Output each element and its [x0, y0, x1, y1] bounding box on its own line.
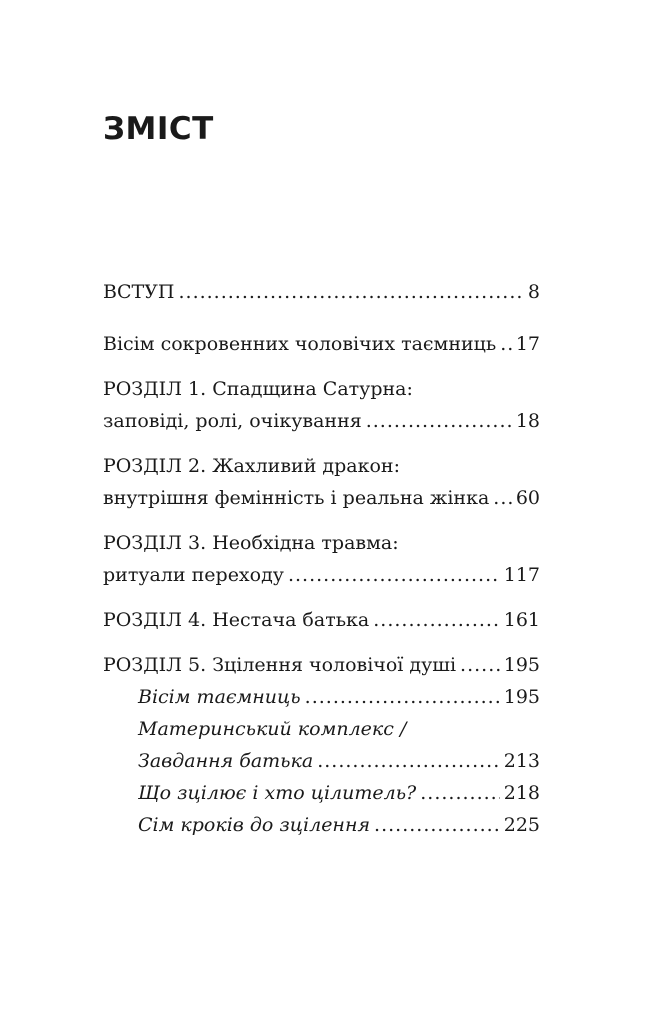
dot-leader — [373, 604, 499, 636]
toc-page-number: 225 — [503, 814, 540, 836]
toc-entry-chapter-1[interactable] — [103, 373, 540, 437]
toc-subentry-healer[interactable] — [103, 777, 540, 809]
page-title: ЗМІСТ — [103, 111, 214, 147]
toc-subentry-seven-steps[interactable] — [103, 809, 540, 841]
dot-leader — [178, 276, 523, 308]
toc-entry-chapter-3[interactable] — [103, 527, 540, 591]
toc-page-number: 60 — [515, 487, 540, 509]
toc-entry-title: РОЗДІЛ 5. Зцілення чоловічої душі — [103, 654, 457, 676]
dot-leader — [366, 405, 512, 437]
toc-subentry-title: Вісім таємниць — [138, 686, 301, 708]
toc-entry-chapter-5[interactable] — [103, 649, 540, 681]
table-of-contents — [103, 276, 540, 841]
toc-entry-subtitle: заповіді, ролі, очікування — [103, 410, 362, 432]
toc-entry-title: РОЗДІЛ 3. Необхідна травма: — [103, 532, 399, 554]
toc-page-number: 195 — [503, 686, 540, 708]
toc-entry-secrets[interactable] — [103, 328, 540, 360]
toc-subentry-title: Що зцілює і хто цілитель? — [138, 782, 417, 804]
toc-page-number: 161 — [503, 609, 540, 631]
dot-leader — [317, 745, 500, 777]
toc-subentry-secrets[interactable] — [103, 681, 540, 713]
toc-entry-title: РОЗДІЛ 1. Спадщина Сатурна: — [103, 378, 413, 400]
toc-page-number: 213 — [503, 750, 540, 772]
toc-page-number: 8 — [527, 281, 540, 303]
toc-subentry-title: Сім кроків до зцілення — [138, 814, 371, 836]
toc-entry-title: Вісім сокровенних чоловічих таємниць — [103, 333, 497, 355]
dot-leader — [305, 681, 500, 713]
toc-subentry-title: Материнський комплекс / — [138, 718, 407, 740]
dot-leader — [500, 328, 512, 360]
toc-entry-subtitle: ритуали переходу — [103, 564, 284, 586]
toc-page-number: 117 — [503, 564, 540, 586]
toc-subentry-subtitle: Завдання батька — [138, 750, 314, 772]
toc-page-number: 195 — [503, 654, 540, 676]
toc-page-number: 218 — [503, 782, 540, 804]
dot-leader — [374, 809, 500, 841]
dot-leader — [493, 482, 512, 514]
dot-leader — [420, 777, 499, 809]
toc-page-number: 18 — [515, 410, 540, 432]
dot-leader — [288, 559, 500, 591]
toc-entry-title: РОЗДІЛ 2. Жахливий дракон: — [103, 455, 400, 477]
toc-subentry-mother-complex[interactable] — [103, 713, 540, 777]
toc-entry-title: РОЗДІЛ 4. Нестача батька — [103, 609, 370, 631]
toc-entry-title: ВСТУП — [103, 281, 175, 303]
toc-page-number: 17 — [515, 333, 540, 355]
dot-leader — [460, 649, 500, 681]
toc-entry-chapter-2[interactable] — [103, 450, 540, 514]
toc-entry-subtitle: внутрішня фемінність і реальна жінка — [103, 487, 490, 509]
toc-entry-chapter-4[interactable] — [103, 604, 540, 636]
toc-entry-intro[interactable] — [103, 276, 540, 308]
